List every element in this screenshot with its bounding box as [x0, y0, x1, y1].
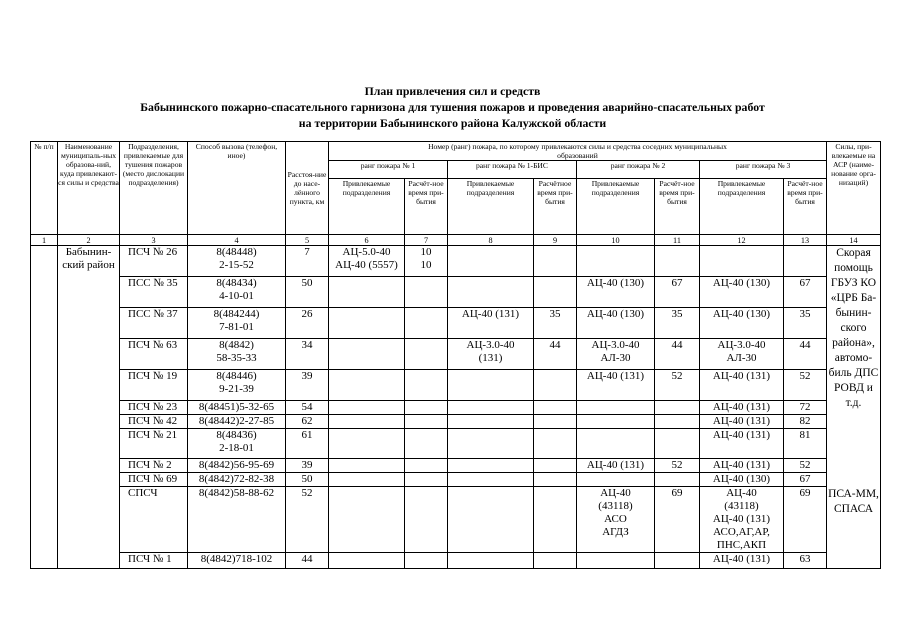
rank3-time: 67	[784, 473, 827, 487]
rank3-units: АЦ-40 (130)	[700, 277, 784, 308]
rank1bis-time: 35	[534, 308, 577, 339]
phone: 8(4842)56-95-69	[188, 459, 286, 473]
rank2-units: АЦ-3.0-40 АЛ-30	[577, 339, 655, 370]
distance: 26	[286, 308, 329, 339]
rank2-units: АЦ-40 (131)	[577, 370, 655, 401]
rank2-time: 35	[655, 308, 700, 339]
rank1-time	[405, 459, 448, 473]
rank1-units	[329, 415, 405, 429]
rank1bis-time	[534, 401, 577, 415]
rank1-time	[405, 308, 448, 339]
unit-name: ПСЧ № 26	[120, 246, 188, 277]
header-r2-time: Расчёт-ное время при-бытия	[655, 179, 700, 235]
rank1-units	[329, 553, 405, 569]
phone: 8(4842)72-82-38	[188, 473, 286, 487]
phone: 8(4842) 58-35-33	[188, 339, 286, 370]
column-number: 2	[58, 235, 120, 246]
header-rank-1bis: ранг пожара № 1-БИС	[448, 161, 577, 179]
rank1-time	[405, 370, 448, 401]
row-number-cell	[31, 246, 58, 569]
header-col-5: Расстоя-ние до насе-лённого пункта, км	[286, 142, 329, 235]
municipality-name: Бабынин-ский район	[58, 246, 120, 569]
rank3-units: АЦ-40 (131)	[700, 459, 784, 473]
column-number: 7	[405, 235, 448, 246]
rank2-time	[655, 401, 700, 415]
title-line-2: Бабынинского пожарно-спасательного гарнизона для тушения пожаров и проведения аварийно-спасательных работ	[140, 100, 765, 114]
rank3-time: 44	[784, 339, 827, 370]
phone: 8(48442)2-27-85	[188, 415, 286, 429]
unit-name: ПСЧ № 69	[120, 473, 188, 487]
header-col-14: Силы, при-влекаемые на АСР (наиме-нование орга-низаций)	[827, 142, 881, 235]
rank1bis-units: АЦ-40 (131)	[448, 308, 534, 339]
rank1bis-units	[448, 459, 534, 473]
column-number: 4	[188, 235, 286, 246]
rank3-units	[700, 246, 784, 277]
rank1-time	[405, 487, 448, 553]
header-col-4: Способ вызова (телефон, иное)	[188, 142, 286, 235]
phone: 8(48448) 2-15-52	[188, 246, 286, 277]
column-number: 13	[784, 235, 827, 246]
table-row	[31, 277, 881, 308]
header-col-1: № п/п	[31, 142, 58, 235]
distance: 39	[286, 459, 329, 473]
distance: 50	[286, 277, 329, 308]
rank2-units	[577, 473, 655, 487]
table-row	[31, 459, 881, 473]
header-rank-1: ранг пожара № 1	[329, 161, 448, 179]
rank1bis-units	[448, 473, 534, 487]
unit-name: СПСЧ	[120, 487, 188, 553]
rank2-units	[577, 553, 655, 569]
header-r1bis-time: Расчётное время при-бытия	[534, 179, 577, 235]
column-number: 10	[577, 235, 655, 246]
rank2-time	[655, 415, 700, 429]
rank1bis-time	[534, 370, 577, 401]
distance: 52	[286, 487, 329, 553]
rank3-time: 81	[784, 429, 827, 459]
rank3-time: 72	[784, 401, 827, 415]
rank1bis-units	[448, 246, 534, 277]
rank1bis-time: 44	[534, 339, 577, 370]
rank2-units	[577, 246, 655, 277]
title-line-1: План привлечения сил и средств	[364, 84, 541, 98]
rank3-units: АЦ-40 (130)	[700, 473, 784, 487]
column-number: 1	[31, 235, 58, 246]
header-r1bis-units: Привлекаемые подразделения	[448, 179, 534, 235]
rank1bis-units	[448, 370, 534, 401]
header-r2-units: Привлекаемые подразделения	[577, 179, 655, 235]
rank3-time: 67	[784, 277, 827, 308]
rank1-time	[405, 415, 448, 429]
rank3-units: АЦ-40 (131)	[700, 370, 784, 401]
rank2-time: 52	[655, 370, 700, 401]
rank2-units: АЦ-40 (130)	[577, 277, 655, 308]
rank2-time	[655, 246, 700, 277]
rank1-units	[329, 277, 405, 308]
header-rank-3: ранг пожара № 3	[700, 161, 827, 179]
rank3-units: АЦ-40 (43118) АЦ-40 (131) АСО,АГ,АР, ПНС,АКП	[700, 487, 784, 553]
rank2-units	[577, 415, 655, 429]
unit-name: ПСЧ № 19	[120, 370, 188, 401]
rank1-time	[405, 277, 448, 308]
rank3-units: АЦ-40 (131)	[700, 415, 784, 429]
rank1bis-time	[534, 473, 577, 487]
distance: 34	[286, 339, 329, 370]
unit-name: ПСЧ № 42	[120, 415, 188, 429]
rank1-units	[329, 370, 405, 401]
rank3-units: АЦ-40 (130)	[700, 308, 784, 339]
header-r1-units: Привлекаемые подразделения	[329, 179, 405, 235]
distance: 62	[286, 415, 329, 429]
distance: 50	[286, 473, 329, 487]
table-row	[31, 339, 881, 370]
table-row	[31, 246, 881, 277]
rank1-units	[329, 473, 405, 487]
asr-forces-rescue: ПСА-ММ, СПАСА	[827, 487, 881, 569]
unit-name: ПСС № 37	[120, 308, 188, 339]
rank1-time	[405, 339, 448, 370]
header-rank-2: ранг пожара № 2	[577, 161, 700, 179]
column-number: 5	[286, 235, 329, 246]
distance: 54	[286, 401, 329, 415]
unit-name: ПСЧ № 2	[120, 459, 188, 473]
header-col-3: Подразделения, привлекаемые для тушения пожаров (место дислокации подразделения)	[120, 142, 188, 235]
table-row	[31, 370, 881, 401]
rank2-time: 67	[655, 277, 700, 308]
rank1-units	[329, 339, 405, 370]
unit-name: ПСЧ № 21	[120, 429, 188, 459]
unit-name: ПСС № 35	[120, 277, 188, 308]
column-number: 14	[827, 235, 881, 246]
rank1bis-units	[448, 415, 534, 429]
rank2-units	[577, 401, 655, 415]
rank3-time: 69	[784, 487, 827, 553]
rank3-units: АЦ-40 (131)	[700, 429, 784, 459]
phone: 8(48436) 2-18-01	[188, 429, 286, 459]
phone: 8(48446) 9-21-39	[188, 370, 286, 401]
phone: 8(48434) 4-10-01	[188, 277, 286, 308]
rank1bis-time	[534, 459, 577, 473]
table-row	[31, 553, 881, 569]
phone: 8(48451)5-32-65	[188, 401, 286, 415]
table-row	[31, 429, 881, 459]
rank1bis-time	[534, 487, 577, 553]
table-row	[31, 401, 881, 415]
phone: 8(4842)718-102	[188, 553, 286, 569]
rank2-units: АЦ-40 (130)	[577, 308, 655, 339]
header-r3-units: Привлекаемые подразделения	[700, 179, 784, 235]
rank3-time: 52	[784, 459, 827, 473]
rank1-units	[329, 487, 405, 553]
forces-plan-table	[30, 141, 881, 569]
rank1bis-units	[448, 401, 534, 415]
rank1bis-time	[534, 415, 577, 429]
rank1-units	[329, 459, 405, 473]
rank3-time: 63	[784, 553, 827, 569]
column-number: 8	[448, 235, 534, 246]
phone: 8(4842)58-88-62	[188, 487, 286, 553]
rank2-time: 52	[655, 459, 700, 473]
rank1bis-units: АЦ-3.0-40 (131)	[448, 339, 534, 370]
table-row	[31, 415, 881, 429]
rank1bis-time	[534, 429, 577, 459]
rank3-time: 82	[784, 415, 827, 429]
rank2-time: 44	[655, 339, 700, 370]
column-number: 12	[700, 235, 784, 246]
document-title	[0, 83, 905, 131]
rank2-time	[655, 553, 700, 569]
rank2-time	[655, 473, 700, 487]
title-line-3: на территории Бабынинского района Калужской области	[298, 116, 607, 130]
rank1bis-time	[534, 246, 577, 277]
table-row	[31, 308, 881, 339]
rank2-units: АЦ-40 (131)	[577, 459, 655, 473]
rank1-time	[405, 553, 448, 569]
distance: 44	[286, 553, 329, 569]
rank1-units	[329, 401, 405, 415]
column-number: 3	[120, 235, 188, 246]
rank2-time	[655, 429, 700, 459]
column-number-row	[31, 235, 881, 246]
rank2-units	[577, 429, 655, 459]
rank3-time: 52	[784, 370, 827, 401]
unit-name: ПСЧ № 23	[120, 401, 188, 415]
table-row	[31, 487, 881, 553]
rank3-units: АЦ-40 (131)	[700, 553, 784, 569]
distance: 7	[286, 246, 329, 277]
rank1bis-units	[448, 429, 534, 459]
rank1-units	[329, 308, 405, 339]
rank3-time: 35	[784, 308, 827, 339]
asr-forces-medical: Скорая помощь ГБУЗ КО «ЦРБ Ба-бынин-ского района», автомо-биль ДПС РОВД и т.д.	[827, 246, 881, 487]
header-rank-group: Номер (ранг) пожара, по которому привлекаются силы и средства соседних муниципальных образований	[329, 142, 827, 161]
column-number: 9	[534, 235, 577, 246]
rank1bis-units	[448, 553, 534, 569]
distance: 61	[286, 429, 329, 459]
rank3-units: АЦ-3.0-40 АЛ-30	[700, 339, 784, 370]
rank1-time: 10 10	[405, 246, 448, 277]
unit-name: ПСЧ № 1	[120, 553, 188, 569]
header-r1-time: Расчёт-ное время при-бытия	[405, 179, 448, 235]
rank1-time	[405, 473, 448, 487]
rank2-units: АЦ-40 (43118) АСО АГДЗ	[577, 487, 655, 553]
rank1-units	[329, 429, 405, 459]
header-r3-time: Расчёт-ное время при-бытия	[784, 179, 827, 235]
rank1bis-time	[534, 553, 577, 569]
rank3-time	[784, 246, 827, 277]
rank2-time: 69	[655, 487, 700, 553]
distance: 39	[286, 370, 329, 401]
column-number: 11	[655, 235, 700, 246]
header-col-2: Наименование муниципаль-ных образова-ний, куда привлекают-ся силы и средства	[58, 142, 120, 235]
rank1bis-time	[534, 277, 577, 308]
column-number: 6	[329, 235, 405, 246]
table-row	[31, 473, 881, 487]
rank3-units: АЦ-40 (131)	[700, 401, 784, 415]
rank1-units: АЦ-5.0-40 АЦ-40 (5557)	[329, 246, 405, 277]
rank1-time	[405, 401, 448, 415]
phone: 8(484244) 7-81-01	[188, 308, 286, 339]
unit-name: ПСЧ № 63	[120, 339, 188, 370]
rank1bis-units	[448, 487, 534, 553]
rank1bis-units	[448, 277, 534, 308]
rank1-time	[405, 429, 448, 459]
